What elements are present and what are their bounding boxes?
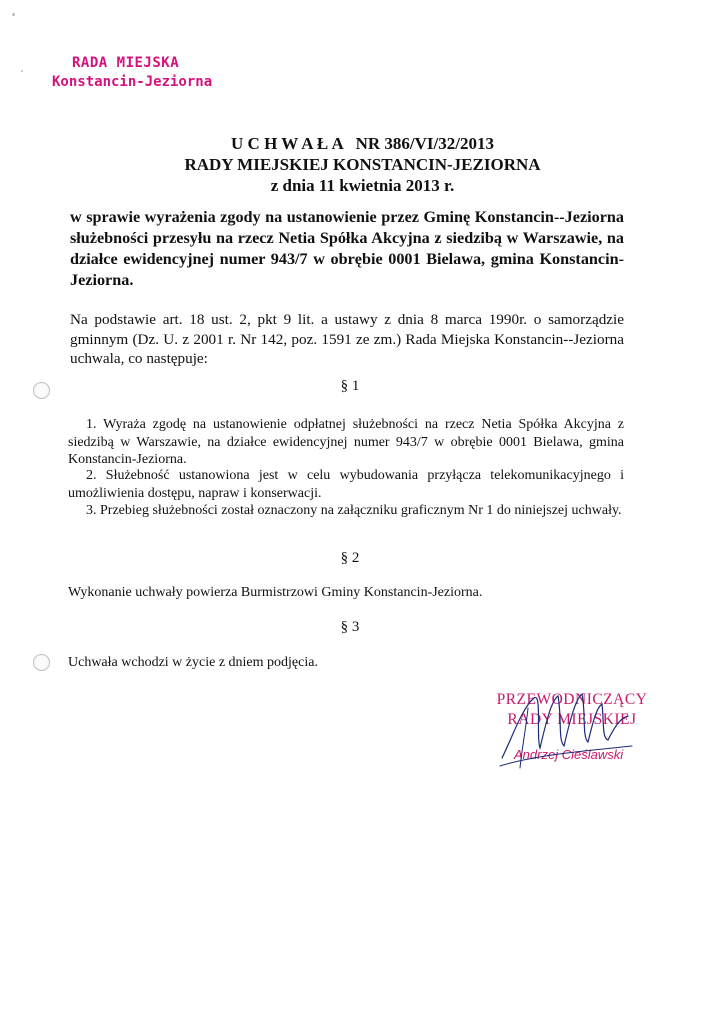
section-2-text: Wykonanie uchwały powierza Burmistrzowi Gminy Konstancin-Jeziorna. (68, 585, 483, 600)
chairman-signature-block (492, 690, 652, 780)
section-1-item-2: 2. Służebność ustanowiona jest w celu wybudowania przyłącza telekomunikacyjnego i umożliwienia dostępu, napraw i konserwacji. (68, 468, 624, 501)
handwritten-signature (492, 678, 652, 773)
resolution-date: z dnia 11 kwietnia 2013 r. (270, 176, 455, 195)
chairman-name: Andrzej Cieślawski (514, 747, 624, 762)
section-1-item-1: 1. Wyraża zgodę na ustanowienie odpłatnej służebności na rzecz Netia Spółka Akcyjna z siedzibą w Warszawie, na działce ewidencyjnej numer 943/7 w obrębie 0001 Bielawa, gmina Konstancin-Jeziorna. (68, 417, 624, 467)
resolution-title: U C H W A Ł A NR 386/VI/32/2013 (231, 134, 494, 153)
legal-basis: Na podstawie art. 18 ust. 2, pkt 9 lit. a ustawy z dnia 8 marca 1990r. o samorządzie gminnym (Dz. U. z 2001 r. Nr 142, poz. 1591 ze zm.) Rada Miejska Konstancin--Jeziorna uchwala, co następuje: (70, 311, 624, 367)
section-1-item-3: 3. Przebieg służebności został oznaczony na załączniku graficznym Nr 1 do niniejszej uchwały. (86, 503, 622, 518)
punch-hole (33, 382, 50, 399)
council-stamp (52, 54, 212, 92)
section-3-heading: § 3 (340, 619, 360, 635)
stamp-line-2: Konstancin-Jeziorna (52, 74, 213, 90)
resolution-heading (100, 133, 625, 196)
stamp-line-1: RADA MIEJSKA (72, 55, 180, 71)
council-name: RADY MIEJSKIEJ KONSTANCIN-JEZIORNA (184, 155, 541, 174)
section-3-text: Uchwała wchodzi w życie z dniem podjęcia. (68, 655, 318, 670)
section-2-heading: § 2 (340, 550, 360, 566)
resolution-subject: w sprawie wyrażenia zgody na ustanowienie przez Gminę Konstancin--Jeziorna służebności przesyłu na rzecz Netia Spółka Akcyjna z siedzibą w Warszawie, na działce ewidencyjnej numer 943/7 w obrębie 0001 Bielawa, gmina Konstancin-Jeziorna. (70, 208, 624, 289)
scan-dot (21, 70, 23, 72)
chairman-title-line-1: PRZEWODNICZĄCY (496, 691, 648, 708)
punch-hole (33, 654, 50, 671)
scan-dot (12, 13, 15, 16)
chairman-title-line-2: RADY MIEJSKIEJ (507, 711, 637, 728)
section-1-heading: § 1 (340, 378, 360, 394)
